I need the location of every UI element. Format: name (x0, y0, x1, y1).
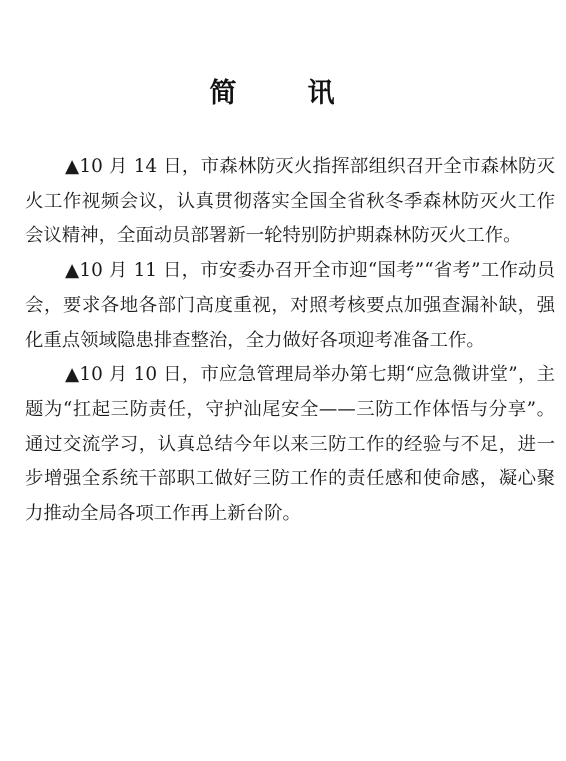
news-item-paragraph: ▲10 月 11 日，市安委办召开全市迎“国考”“省考”工作动员会，要求各地各部门高度重视，对照考核要点加强查漏补缺，强化重点领域隐患排查整治，全力做好各项迎考准备工作。 (25, 260, 555, 351)
document-title: 简 讯 (209, 78, 357, 109)
news-item-paragraph: ▲10 月 10 日，市应急管理局举办第七期“应急微讲堂”，主题为“扛起三防责任，守护汕尾安全——三防工作体悟与分享”。通过交流学习，认真总结今年以来三防工作的经验与不足，进一步增强全系统干部职工做好三防工作的责任感和使命感，凝心聚力推动全局各项工作再上新台阶。 (25, 364, 555, 525)
document-body (25, 150, 555, 532)
news-item-paragraph: ▲10 月 14 日，市森林防灭火指挥部组织召开全市森林防灭火工作视频会议，认真贯彻落实全国全省秋冬季森林防灭火工作会议精神，全面动员部署新一轮特别防护期森林防灭火工作。 (25, 156, 555, 247)
